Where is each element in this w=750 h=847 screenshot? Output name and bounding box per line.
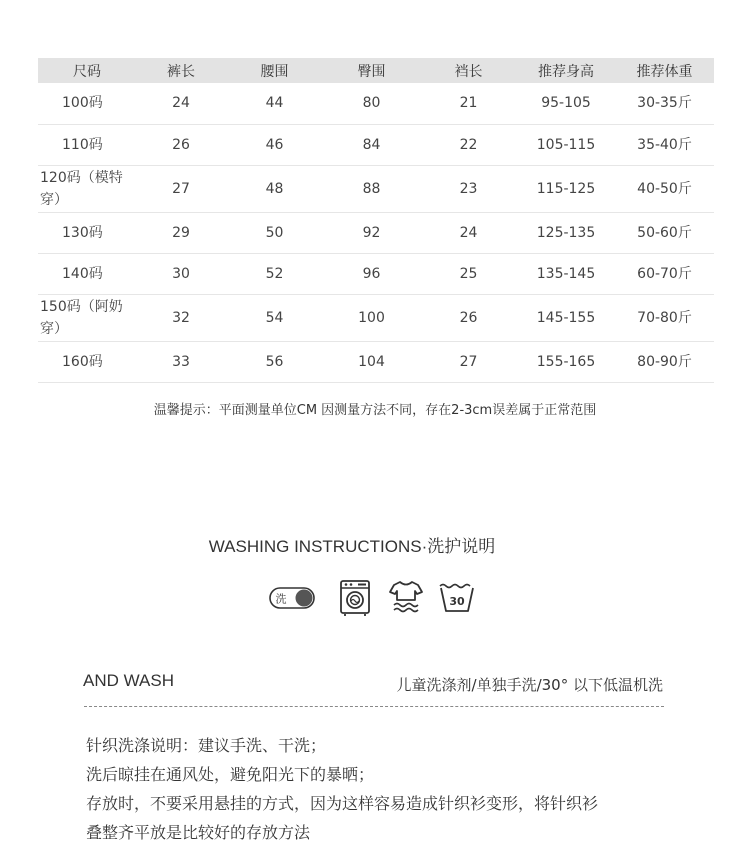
care-icons (0, 578, 750, 618)
size-table (38, 58, 714, 383)
dashed-divider (84, 706, 664, 707)
header-waist: 腰围 (226, 58, 323, 83)
table-header-row (38, 58, 714, 83)
table-cell: 23 (420, 165, 517, 212)
table-row (38, 124, 714, 165)
table-cell: 100码 (38, 83, 136, 124)
measurement-tip: 温馨提示：平面测量单位CM 因测量方法不同，存在2-3cm误差属于正常范围 (153, 403, 597, 418)
table-cell: 84 (323, 124, 420, 165)
wash-temp-label: 30 (449, 595, 465, 608)
table-row (38, 83, 714, 124)
table-cell: 54 (226, 294, 323, 341)
table-row (38, 341, 714, 382)
table-cell: 60-70斤 (615, 253, 714, 294)
header-size: 尺码 (38, 58, 136, 83)
table-cell: 50-60斤 (615, 212, 714, 253)
table-cell: 26 (420, 294, 517, 341)
table-cell: 21 (420, 83, 517, 124)
table-cell: 80-90斤 (615, 341, 714, 382)
table-cell: 104 (323, 341, 420, 382)
table-cell: 70-80斤 (615, 294, 714, 341)
table-row (38, 253, 714, 294)
table-cell: 26 (136, 124, 226, 165)
table-row (38, 212, 714, 253)
header-pants-length: 裤长 (136, 58, 226, 83)
table-cell: 110码 (38, 124, 136, 165)
table-cell: 40-50斤 (615, 165, 714, 212)
header-hip: 臀围 (323, 58, 420, 83)
table-cell: 52 (226, 253, 323, 294)
table-cell: 24 (136, 83, 226, 124)
table-cell: 33 (136, 341, 226, 382)
hang-dry-shirt-icon (386, 578, 426, 618)
table-cell: 30-35斤 (615, 83, 714, 124)
and-wash-label: AND WASH (83, 671, 174, 690)
table-cell: 130码 (38, 212, 136, 253)
table-cell: 56 (226, 341, 323, 382)
hand-wash-toggle-icon (268, 578, 316, 618)
table-cell: 140码 (38, 253, 136, 294)
table-cell: 35-40斤 (615, 124, 714, 165)
table-cell: 100 (323, 294, 420, 341)
table-cell: 105-115 (517, 124, 615, 165)
table-cell: 50 (226, 212, 323, 253)
care-note-line: 存放时，不要采用悬挂的方式，因为这样容易造成针织衫变形，将针织衫 (86, 794, 599, 813)
washing-instructions-title: WASHING INSTRUCTIONS·洗护说明 (208, 537, 496, 556)
care-note-line: 叠整齐平放是比较好的存放方法 (86, 823, 311, 842)
table-cell: 92 (323, 212, 420, 253)
table-cell: 27 (136, 165, 226, 212)
table-cell: 29 (136, 212, 226, 253)
care-note-line: 针织洗涤说明：建议手洗、干洗； (86, 736, 327, 755)
table-cell: 44 (226, 83, 323, 124)
table-cell: 32 (136, 294, 226, 341)
table-cell: 135-145 (517, 253, 615, 294)
table-cell: 145-155 (517, 294, 615, 341)
table-cell: 150码（阿奶穿） (38, 294, 136, 341)
table-row (38, 165, 714, 212)
table-cell: 22 (420, 124, 517, 165)
washing-machine-icon (336, 578, 376, 618)
table-cell: 24 (420, 212, 517, 253)
header-height: 推荐身高 (517, 58, 615, 83)
table-cell: 115-125 (517, 165, 615, 212)
care-notes (86, 731, 686, 847)
table-cell: 125-135 (517, 212, 615, 253)
header-rise: 裆长 (420, 58, 517, 83)
table-cell: 48 (226, 165, 323, 212)
wash-30-icon (437, 578, 477, 618)
table-cell: 30 (136, 253, 226, 294)
care-note-line: 洗后晾挂在通风处，避免阳光下的暴晒； (86, 765, 375, 784)
table-cell: 95-105 (517, 83, 615, 124)
wash-method-text: 儿童洗涤剂/单独手洗/30° 以下低温机洗 (396, 676, 663, 694)
hand-wash-label: 洗 (275, 592, 287, 606)
table-row (38, 294, 714, 341)
table-cell: 80 (323, 83, 420, 124)
table-cell: 155-165 (517, 341, 615, 382)
table-cell: 25 (420, 253, 517, 294)
table-cell: 96 (323, 253, 420, 294)
table-cell: 120码（模特穿） (38, 165, 136, 212)
table-cell: 46 (226, 124, 323, 165)
header-weight: 推荐体重 (615, 58, 714, 83)
table-cell: 160码 (38, 341, 136, 382)
table-cell: 88 (323, 165, 420, 212)
table-cell: 27 (420, 341, 517, 382)
